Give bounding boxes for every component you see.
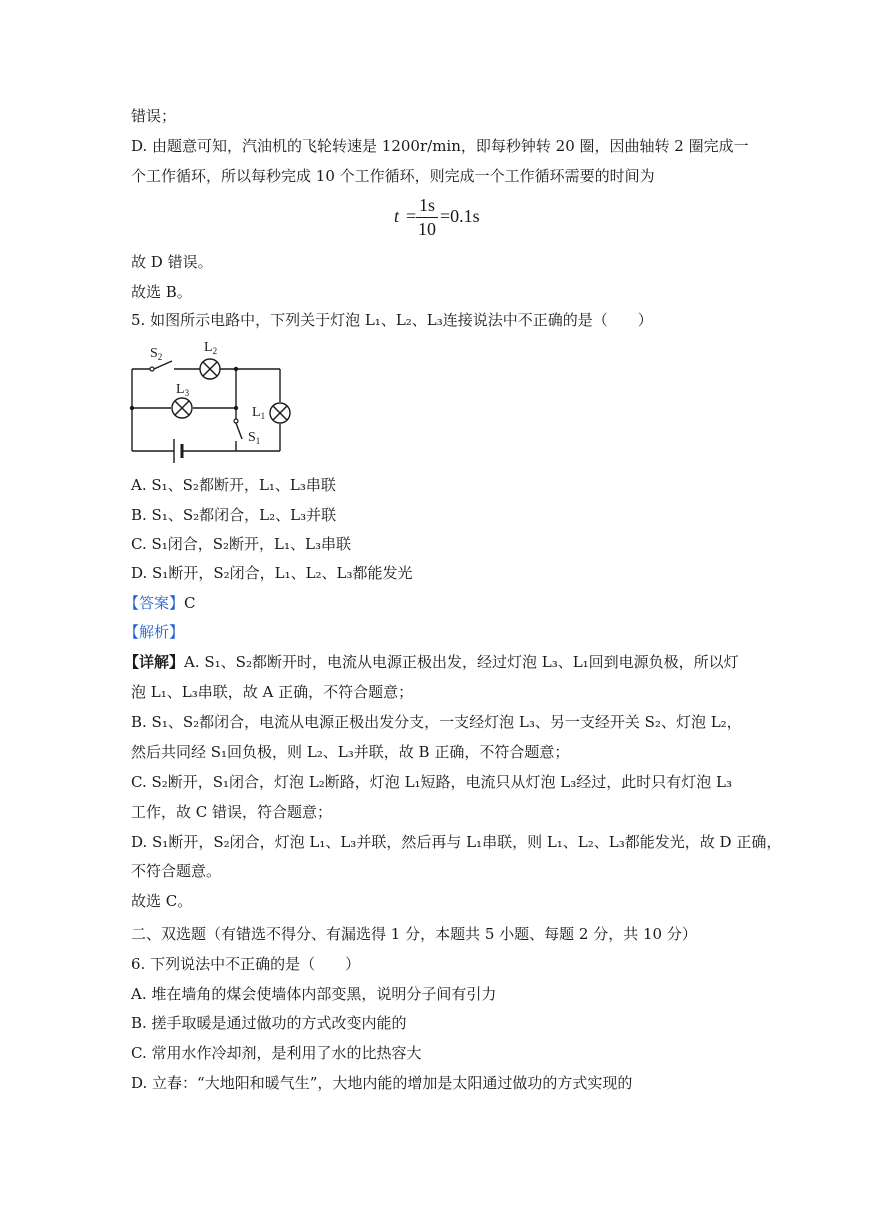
- detail-tag: 【详解】: [124, 653, 185, 671]
- analysis-tag: 【解析】: [124, 623, 185, 641]
- lamp-l2-icon: [200, 359, 220, 379]
- label-s2: $S_2$: [150, 346, 163, 362]
- option-c: C. 常用水作冷却剂，是利用了水的比热容大: [131, 1044, 422, 1062]
- lamp-l1-icon: [270, 403, 290, 423]
- option-a: A. S₁、S₂都断开，L₁、L₃串联: [131, 476, 336, 494]
- formula-denominator: 10: [418, 219, 436, 239]
- answer-line: [124, 593, 196, 613]
- text-line: B. S₁、S₂都闭合，电流从电源正极出发分支，一支经灯泡 L₃、另一支经开关 S₂、灯泡 L₂，: [131, 713, 742, 731]
- text-line: 然后共同经 S₁回负极，则 L₂、L₃并联，故 B 正确，不符合题意；: [131, 743, 570, 761]
- formula-variable: t: [394, 206, 400, 226]
- text-line: 错误；: [131, 107, 177, 125]
- junction-dot: [130, 406, 134, 410]
- text-line: 不符合题意。: [131, 862, 222, 880]
- detail-line: [124, 652, 739, 672]
- fraction-bar: [416, 217, 438, 218]
- option-c: C. S₁闭合，S₂断开，L₁、L₃串联: [131, 535, 352, 553]
- text-line: 泡 L₁、L₃串联，故 A 正确，不符合题意；: [131, 683, 414, 701]
- label-l1: $L_1$: [252, 405, 266, 421]
- text-line: 工作，故 C 错误，符合题意；: [131, 803, 333, 821]
- option-d: D. 立春：“大地阳和暖气生”，大地内能的增加是太阳通过做功的方式实现的: [131, 1074, 633, 1092]
- text-line: 故 D 错误。: [131, 253, 213, 271]
- detail-text: A. S₁、S₂都断开时，电流从电源正极出发，经过灯泡 L₃、L₁回到电源负极，所以灯: [184, 653, 739, 671]
- question-6: 6. 下列说法中不正确的是（ ）: [131, 955, 361, 973]
- text-line: 故选 B。: [131, 283, 192, 301]
- formula-numerator: 1s: [418, 195, 435, 215]
- question-5: 5. 如图所示电路中，下列关于灯泡 L₁、L₂、L₃连接说法中不正确的是（ ）: [131, 311, 653, 329]
- lamp-l3-icon: [172, 398, 192, 418]
- text-line: 故选 C。: [131, 892, 193, 910]
- circuit-diagram: [122, 333, 302, 465]
- section-heading: 二、双选题（有错选不得分、有漏选得 1 分，本题共 5 小题、每题 2 分，共 10 分）: [131, 925, 697, 943]
- formula-result: =0.1s: [440, 206, 480, 226]
- answer-tag: 【答案】: [124, 594, 185, 612]
- answer-value: C: [184, 594, 196, 612]
- option-b: B. 搓手取暖是通过做功的方式改变内能的: [131, 1014, 407, 1032]
- label-l2: $L_2$: [204, 340, 218, 356]
- option-a: A. 堆在墙角的煤会使墙体内部变黑，说明分子间有引力: [131, 985, 497, 1003]
- label-s1: $S_1$: [248, 430, 261, 446]
- text-line: C. S₂断开，S₁闭合，灯泡 L₂断路，灯泡 L₁短路，电流只从灯泡 L₃经过，此时只有灯泡 L₃: [131, 773, 733, 791]
- text-line: D. 由题意可知，汽油机的飞轮转速是 1200r/min，即每秒钟转 20 圈，因曲轴转 2 圈完成一: [131, 137, 749, 155]
- label-l3: $L_3$: [176, 382, 190, 398]
- text-line: D. S₁断开，S₂闭合，灯泡 L₁、L₃并联，然后再与 L₁串联，则 L₁、L₂、L₃都能发光，故 D 正确，: [131, 833, 782, 851]
- switch-s1-contact: [234, 419, 238, 423]
- text-line: 个工作循环，所以每秒完成 10 个工作循环，则完成一个工作循环需要的时间为: [131, 167, 655, 185]
- option-d: D. S₁断开，S₂闭合，L₁、L₂、L₃都能发光: [131, 564, 413, 582]
- option-b: B. S₁、S₂都闭合，L₂、L₃并联: [131, 506, 337, 524]
- junction-dot: [234, 367, 238, 371]
- switch-s2-contact: [150, 367, 154, 371]
- formula-equals: =: [406, 206, 417, 226]
- junction-dot: [234, 406, 238, 410]
